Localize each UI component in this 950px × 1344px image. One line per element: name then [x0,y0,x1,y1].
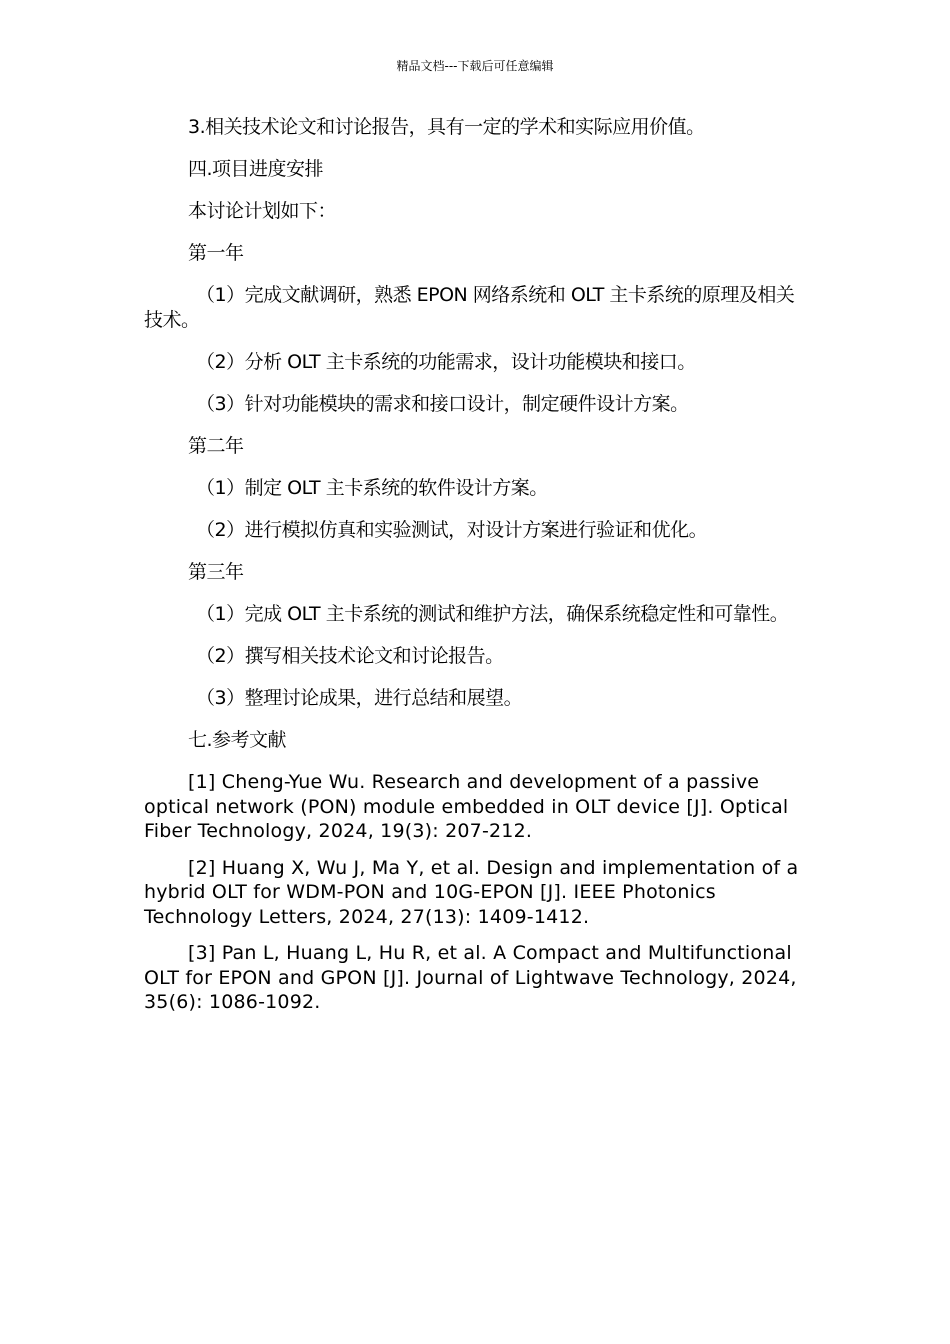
year3-task-3: （3）整理讨论成果，进行总结和展望。 [196,687,523,709]
year3-task-2: （2）撰写相关技术论文和讨论报告。 [196,645,504,667]
reference-item-3: [3] Pan L, Huang L, Hu R, et al. A Compact and Multifunctional OLT for EPON and GPON [J]. Journal of Lightwave Technology, 2024, 35(6): 1086-1092. [144,942,797,1013]
reference-item-1: [1] Cheng-Yue Wu. Research and development of a passive optical network (PON) module embedded in OLT device [J]. Optical Fiber Technology, 2024, 19(3): 207-212. [144,771,789,842]
year1-task-3: （3）针对功能模块的需求和接口设计，制定硬件设计方案。 [196,393,689,415]
year1-task-2: （2）分析 OLT 主卡系统的功能需求，设计功能模块和接口。 [196,351,696,373]
document-body [144,115,809,1027]
section-heading-references: 七.参考文献 [188,729,287,751]
paragraph-plan-intro: 本讨论计划如下： [188,200,337,222]
year3-task-1: （1）完成 OLT 主卡系统的测试和维护方法，确保系统稳定性和可靠性。 [196,603,789,625]
year-heading-1: 第一年 [188,242,244,264]
reference-item-2: [2] Huang X, Wu J, Ma Y, et al. Design and implementation of a hybrid OLT for WDM-PON and 10G-EPON [J]. IEEE Photonics Technology Letters, 2024, 27(13): 1409-1412. [144,856,799,928]
section-heading-schedule: 四.项目进度安排 [188,158,324,180]
year2-task-2: （2）进行模拟仿真和实验测试，对设计方案进行验证和优化。 [196,519,708,541]
year-heading-2: 第二年 [188,435,244,457]
year1-task-1: （1）完成文献调研，熟悉 EPON 网络系统和 OLT 主卡系统的原理及相关技术。 [144,284,795,331]
year2-task-1: （1）制定 OLT 主卡系统的软件设计方案。 [196,477,548,499]
paragraph-outcome-3: 3.相关技术论文和讨论报告，具有一定的学术和实际应用价值。 [188,116,705,138]
year-heading-3: 第三年 [188,561,244,583]
page-header: 精品文档---下载后可任意编辑 [396,59,554,73]
